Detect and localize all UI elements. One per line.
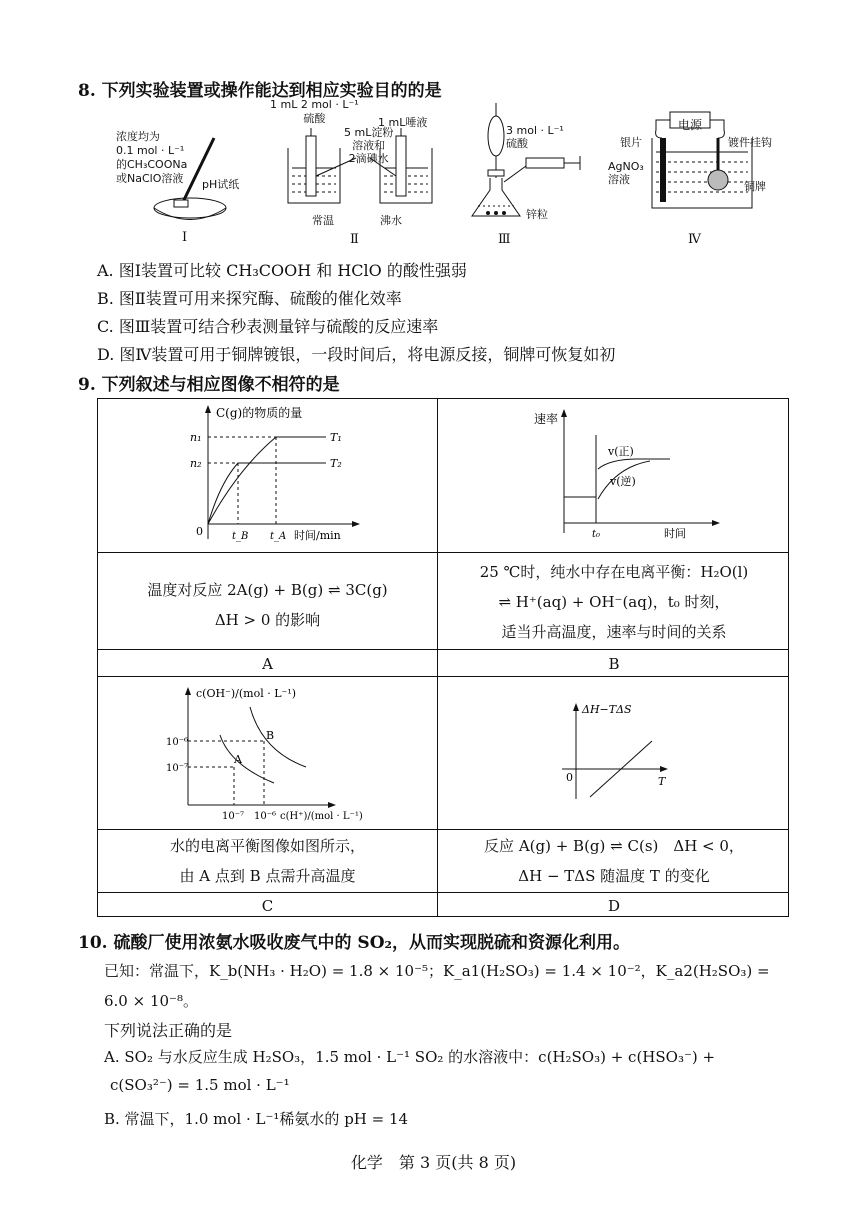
graph-b-xlabel: 时间 xyxy=(664,527,686,540)
fig1-ph-paper-label: pH试纸 xyxy=(202,178,240,191)
graph-a-ylabel: C(g)的物质的量 xyxy=(216,406,303,420)
fig1-solution-label: 浓度均为 0.1 mol · L⁻¹ 的CH₃COONa 或NaClO溶液 xyxy=(116,130,188,185)
fig4-numeral: Ⅳ xyxy=(688,232,701,247)
q8-option-d: D. 图Ⅳ装置可用于铜牌镀银，一段时间后，将电源反接，铜牌可恢复如初 xyxy=(97,345,616,364)
fig2-acid-label: 1 mL 2 mol · L⁻¹ 硫酸 xyxy=(270,98,359,125)
fig2-starch-label: 5 mL淀粉 溶液和 2滴碘水 xyxy=(344,126,394,165)
graph-c-x1: 10⁻⁷ xyxy=(222,811,245,822)
label-a: A xyxy=(262,655,273,673)
fig1-numeral: Ⅰ xyxy=(182,230,188,245)
graph-d-ylabel: ΔH−TΔS xyxy=(582,703,632,716)
graph-a xyxy=(98,399,437,552)
q8-stem: 8. 下列实验装置或操作能达到相应实验目的的是 xyxy=(78,81,442,101)
graph-a-tb: t_B xyxy=(232,531,249,542)
fig2-numeral: Ⅱ xyxy=(350,232,359,247)
graph-d-xlabel: T xyxy=(658,775,666,788)
fig4-power-label: 电源 xyxy=(678,118,703,132)
q9-table xyxy=(97,398,789,917)
fig2-boiling-label: 沸水 xyxy=(380,214,402,227)
graph-d-origin: 0 xyxy=(566,771,573,784)
caption-c: 水的电离平衡图像如图所示， 由 A 点到 B 点需升高温度 xyxy=(169,837,365,885)
q10-stem: 10. 硫酸厂使用浓氨水吸收废气中的 SO₂，从而实现脱硫和资源化利用。 xyxy=(78,933,630,953)
graph-a-t1: T₁ xyxy=(330,431,342,444)
fig3-zinc-label: 锌粒 xyxy=(526,208,548,221)
table-divider xyxy=(98,892,788,893)
q10-known-line1: 已知：常温下，K_b(NH₃ · H₂O) = 1.8 × 10⁻⁵；K_a1(H₂SO₃) = 1.4 × 10⁻²，K_a2(H₂SO₃) = xyxy=(104,962,770,980)
graph-a-n2: n₂ xyxy=(190,457,202,470)
q10-prompt: 下列说法正确的是 xyxy=(104,1021,233,1040)
q8-option-c: C. 图Ⅲ装置可结合秒表测量锌与硫酸的反应速率 xyxy=(97,317,439,336)
caption-b: 25 ℃时，纯水中存在电离平衡：H₂O(l) ⇌ H⁺(aq) + OH⁻(aq)，t₀ 时刻， 适当升高温度，速率与时间的关系 xyxy=(479,563,749,641)
label-b: B xyxy=(608,655,620,673)
graph-b xyxy=(438,399,790,552)
figure-1 xyxy=(112,126,272,246)
figure-4 xyxy=(608,108,788,248)
graph-c xyxy=(98,677,437,829)
graph-c-point-a: A xyxy=(234,753,242,766)
graph-b-v-forward: v(正) xyxy=(608,445,634,458)
q10-option-a-line1: A. SO₂ 与水反应生成 H₂SO₃，1.5 mol · L⁻¹ SO₂ 的水溶液中：c(H₂SO₃) + c(HSO₃⁻) + xyxy=(104,1048,716,1066)
q8-option-a: A. 图Ⅰ装置可比较 CH₃COOH 和 HClO 的酸性强弱 xyxy=(97,261,467,280)
fig2-saliva-label: 1 mL唾液 xyxy=(378,116,428,129)
fig2-room-temp-label: 常温 xyxy=(312,214,334,227)
graph-d xyxy=(438,677,790,829)
graph-c-ylabel: c(OH⁻)/(mol · L⁻¹) xyxy=(196,687,297,700)
graph-a-origin: 0 xyxy=(196,525,203,538)
caption-d: 反应 A(g) + B(g) ⇌ C(s) ΔH < 0， ΔH − TΔS 随温度 T 的变化 xyxy=(484,837,744,885)
graph-c-xlabel: c(H⁺)/(mol · L⁻¹) xyxy=(280,811,363,822)
table-divider xyxy=(98,829,788,830)
q10-option-a-line2: c(SO₃²⁻) = 1.5 mol · L⁻¹ xyxy=(110,1076,290,1094)
figure-2 xyxy=(270,98,445,248)
table-divider xyxy=(98,552,788,553)
fig4-electroplating-drawing xyxy=(648,108,768,218)
graph-b-ylabel: 速率 xyxy=(534,412,559,426)
label-d: D xyxy=(607,897,621,915)
label-c: C xyxy=(261,897,274,915)
fig3-numeral: Ⅲ xyxy=(498,232,511,247)
fig3-apparatus-drawing xyxy=(462,98,592,223)
fig3-acid-label: 3 mol · L⁻¹ 硫酸 xyxy=(506,124,564,150)
fig2-beakers-drawing xyxy=(270,128,445,213)
graph-b-v-reverse: v(逆) xyxy=(610,475,636,488)
figure-3 xyxy=(462,98,597,248)
graph-a-xlabel: 时间/min xyxy=(294,529,341,542)
fig4-hook-label: 镀件挂钩 xyxy=(728,136,772,149)
caption-a: 温度对反应 2A(g) + B(g) ⇌ 3C(g) ΔH > 0 的影响 xyxy=(147,581,388,629)
graph-a-n1: n₁ xyxy=(190,431,202,444)
q10-option-b: B. 常温下，1.0 mol · L⁻¹稀氨水的 pH = 14 xyxy=(104,1110,409,1128)
q8-option-b: B. 图Ⅱ装置可用来探究酶、硫酸的催化效率 xyxy=(97,289,402,308)
fig4-copper-label: 铜牌 xyxy=(744,180,766,193)
graph-c-point-b: B xyxy=(266,729,275,742)
graph-c-x2: 10⁻⁶ xyxy=(254,811,277,822)
graph-b-t0: t₀ xyxy=(592,529,601,540)
page-footer: 化学 第 3 页(共 8 页) xyxy=(350,1153,517,1172)
q10-known-line2: 6.0 × 10⁻⁸。 xyxy=(104,992,198,1010)
fig4-agno3-label: AgNO₃ 溶液 xyxy=(608,160,644,186)
graph-a-t2: T₂ xyxy=(330,457,342,470)
graph-c-y2: 10⁻⁷ xyxy=(166,763,189,774)
graph-a-ta: t_A xyxy=(270,531,287,542)
fig4-silver-label: 银片 xyxy=(620,136,642,149)
table-divider xyxy=(98,649,788,650)
q9-stem: 9. 下列叙述与相应图像不相符的是 xyxy=(78,375,340,395)
graph-c-y1: 10⁻⁶ xyxy=(166,737,189,748)
